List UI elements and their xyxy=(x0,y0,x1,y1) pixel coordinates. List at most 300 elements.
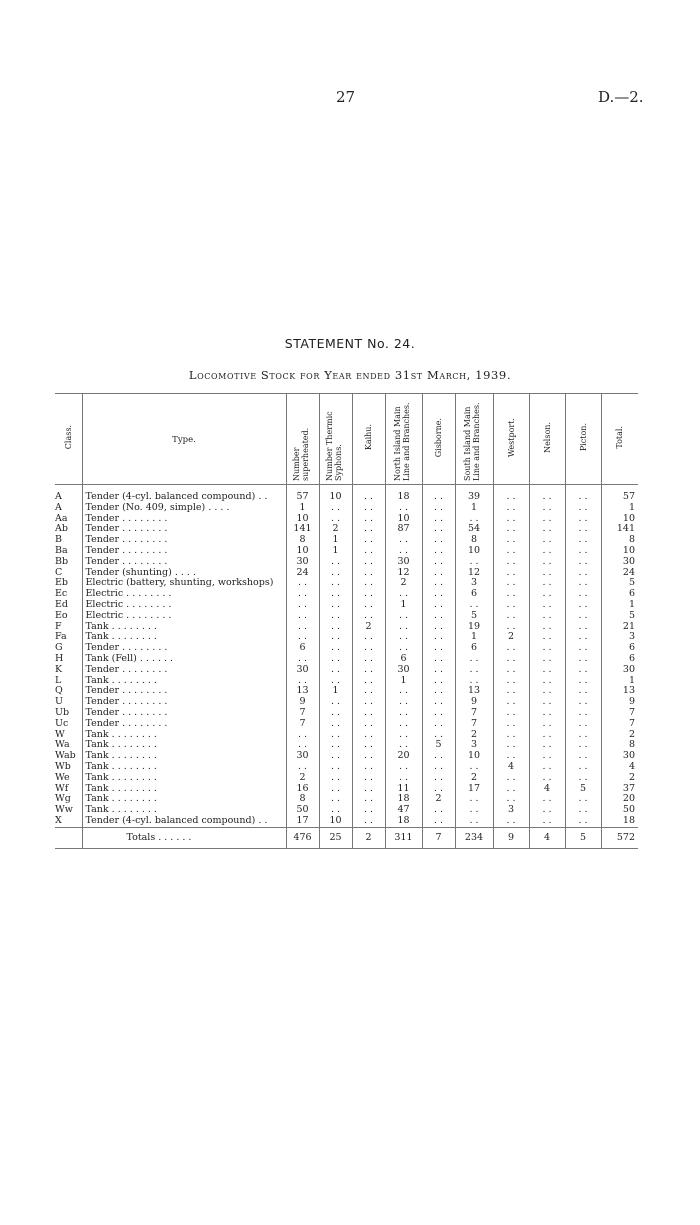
totals-westport: 9 xyxy=(493,827,529,848)
thermic-cell: . . xyxy=(319,751,352,762)
westport-cell: 4 xyxy=(493,762,529,773)
total-cell: 6 xyxy=(601,589,638,600)
north-island-cell: 12 xyxy=(385,568,422,579)
kaihu-cell: . . xyxy=(352,794,385,805)
kaihu-cell: . . xyxy=(352,600,385,611)
south-island-cell: . . xyxy=(455,805,493,816)
class-cell: Ww xyxy=(55,805,73,816)
table-row xyxy=(55,719,638,730)
table-row xyxy=(55,794,638,805)
table-row xyxy=(55,546,638,557)
north-island-cell: 18 xyxy=(385,485,422,503)
nelson-cell: . . xyxy=(529,568,565,579)
superheated-cell: . . xyxy=(286,654,319,665)
table-row xyxy=(55,697,638,708)
nelson-cell: . . xyxy=(529,665,565,676)
nelson-cell: . . xyxy=(529,730,565,741)
superheated-cell: . . xyxy=(286,730,319,741)
header-north-island: North Island Main Line and Branches. xyxy=(385,394,422,485)
type-cell: Tender (No. 409, simple) . . . . xyxy=(82,503,286,514)
table-row xyxy=(55,816,638,827)
south-island-cell: 39 xyxy=(455,485,493,503)
picton-cell: . . xyxy=(565,816,601,827)
nelson-cell: . . xyxy=(529,632,565,643)
westport-cell: . . xyxy=(493,503,529,514)
totals-superheated: 476 xyxy=(286,827,319,848)
type-cell: Tank (Fell) . . . . . . xyxy=(82,654,286,665)
westport-cell: . . xyxy=(493,546,529,557)
picton-cell: . . xyxy=(565,535,601,546)
kaihu-cell: 2 xyxy=(352,622,385,633)
north-island-cell: . . xyxy=(385,535,422,546)
type-cell: Tender . . . . . . . . xyxy=(82,546,286,557)
totals-nelson: 4 xyxy=(529,827,565,848)
type-cell: Tender . . . . . . . . xyxy=(82,514,286,525)
table-row xyxy=(55,611,638,622)
kaihu-cell: . . xyxy=(352,773,385,784)
picton-cell: . . xyxy=(565,708,601,719)
thermic-cell: . . xyxy=(319,740,352,751)
kaihu-cell: . . xyxy=(352,816,385,827)
kaihu-cell: . . xyxy=(352,686,385,697)
westport-cell: . . xyxy=(493,600,529,611)
nelson-cell: . . xyxy=(529,485,565,503)
nelson-cell: . . xyxy=(529,773,565,784)
total-cell: 1 xyxy=(601,600,638,611)
kaihu-cell: . . xyxy=(352,665,385,676)
westport-cell: . . xyxy=(493,719,529,730)
gisborne-cell: . . xyxy=(422,546,455,557)
gisborne-cell: . . xyxy=(422,686,455,697)
table-row xyxy=(55,524,638,535)
total-cell: 4 xyxy=(601,762,638,773)
type-cell: Tender . . . . . . . . xyxy=(82,708,286,719)
westport-cell: . . xyxy=(493,708,529,719)
header-class: Class. xyxy=(55,394,82,485)
superheated-cell: 10 xyxy=(286,514,319,525)
gisborne-cell: . . xyxy=(422,589,455,600)
westport-cell: . . xyxy=(493,686,529,697)
westport-cell: 2 xyxy=(493,632,529,643)
total-cell: 24 xyxy=(601,568,638,579)
table-row xyxy=(55,485,638,503)
picton-cell: . . xyxy=(565,654,601,665)
westport-cell: . . xyxy=(493,751,529,762)
south-island-cell: . . xyxy=(455,557,493,568)
class-cell: B xyxy=(55,535,62,546)
south-island-cell: . . xyxy=(455,816,493,827)
totals-total: 572 xyxy=(601,827,638,848)
superheated-cell: . . xyxy=(286,762,319,773)
south-island-cell: 1 xyxy=(455,503,493,514)
kaihu-cell: . . xyxy=(352,643,385,654)
south-island-cell: 10 xyxy=(455,751,493,762)
type-cell: Tank . . . . . . . . xyxy=(82,622,286,633)
class-cell: Wg xyxy=(55,794,71,805)
picton-cell: . . xyxy=(565,697,601,708)
north-island-cell: 47 xyxy=(385,805,422,816)
kaihu-cell: . . xyxy=(352,514,385,525)
table-row xyxy=(55,514,638,525)
table-row xyxy=(55,622,638,633)
class-cell: Ec xyxy=(55,589,68,600)
total-cell: 8 xyxy=(601,740,638,751)
gisborne-cell: . . xyxy=(422,773,455,784)
westport-cell: . . xyxy=(493,524,529,535)
north-island-cell: . . xyxy=(385,632,422,643)
gisborne-cell: . . xyxy=(422,535,455,546)
north-island-cell: . . xyxy=(385,589,422,600)
kaihu-cell: . . xyxy=(352,784,385,795)
table-row xyxy=(55,805,638,816)
nelson-cell: 4 xyxy=(529,784,565,795)
south-island-cell: 9 xyxy=(455,697,493,708)
total-cell: 7 xyxy=(601,708,638,719)
westport-cell: . . xyxy=(493,611,529,622)
gisborne-cell: . . xyxy=(422,524,455,535)
table-row xyxy=(55,557,638,568)
picton-cell: . . xyxy=(565,794,601,805)
type-cell: Tender . . . . . . . . xyxy=(82,524,286,535)
thermic-cell: . . xyxy=(319,503,352,514)
table-row xyxy=(55,751,638,762)
westport-cell: . . xyxy=(493,578,529,589)
table-row xyxy=(55,503,638,514)
table-row xyxy=(55,762,638,773)
kaihu-cell: . . xyxy=(352,589,385,600)
type-cell: Tank . . . . . . . . xyxy=(82,740,286,751)
picton-cell: . . xyxy=(565,751,601,762)
kaihu-cell: . . xyxy=(352,719,385,730)
nelson-cell: . . xyxy=(529,514,565,525)
class-cell: F xyxy=(55,621,62,632)
superheated-cell: 1 xyxy=(286,503,319,514)
totals-picton: 5 xyxy=(565,827,601,848)
kaihu-cell: . . xyxy=(352,751,385,762)
totals-row xyxy=(55,827,638,848)
nelson-cell: . . xyxy=(529,557,565,568)
table-row xyxy=(55,676,638,687)
kaihu-cell: . . xyxy=(352,568,385,579)
thermic-cell: . . xyxy=(319,794,352,805)
class-cell: Ed xyxy=(55,599,69,610)
westport-cell: . . xyxy=(493,784,529,795)
total-cell: 30 xyxy=(601,557,638,568)
nelson-cell: . . xyxy=(529,697,565,708)
kaihu-cell: . . xyxy=(352,524,385,535)
kaihu-cell: . . xyxy=(352,503,385,514)
nelson-cell: . . xyxy=(529,719,565,730)
type-cell: Tender (4-cyl. balanced compound) . . xyxy=(82,816,286,827)
class-cell: H xyxy=(55,653,64,664)
picton-cell: . . xyxy=(565,665,601,676)
table-row xyxy=(55,654,638,665)
thermic-cell: . . xyxy=(319,676,352,687)
gisborne-cell: . . xyxy=(422,568,455,579)
class-cell: U xyxy=(55,697,64,708)
thermic-cell: . . xyxy=(319,784,352,795)
north-island-cell: . . xyxy=(385,730,422,741)
total-cell: 30 xyxy=(601,751,638,762)
total-cell: 8 xyxy=(601,535,638,546)
type-cell: Tender . . . . . . . . xyxy=(82,665,286,676)
superheated-cell: . . xyxy=(286,611,319,622)
westport-cell: . . xyxy=(493,676,529,687)
total-cell: 2 xyxy=(601,773,638,784)
class-cell: C xyxy=(55,567,63,578)
picton-cell: 5 xyxy=(565,784,601,795)
header-thermic-syphons: Number Thermic Syphons. xyxy=(319,394,352,485)
superheated-cell: . . xyxy=(286,740,319,751)
gisborne-cell: . . xyxy=(422,514,455,525)
class-cell: We xyxy=(55,772,70,783)
thermic-cell: . . xyxy=(319,557,352,568)
kaihu-cell: . . xyxy=(352,740,385,751)
westport-cell: . . xyxy=(493,622,529,633)
type-cell: Tender . . . . . . . . xyxy=(82,643,286,654)
thermic-cell: . . xyxy=(319,665,352,676)
type-cell: Tank . . . . . . . . xyxy=(82,784,286,795)
north-island-cell: . . xyxy=(385,622,422,633)
type-cell: Electric . . . . . . . . xyxy=(82,611,286,622)
superheated-cell: . . xyxy=(286,578,319,589)
type-cell: Tender . . . . . . . . xyxy=(82,557,286,568)
nelson-cell: . . xyxy=(529,751,565,762)
picton-cell: . . xyxy=(565,676,601,687)
gisborne-cell: . . xyxy=(422,805,455,816)
type-cell: Tender . . . . . . . . xyxy=(82,719,286,730)
superheated-cell: . . xyxy=(286,622,319,633)
total-cell: 50 xyxy=(601,805,638,816)
westport-cell: . . xyxy=(493,816,529,827)
gisborne-cell: . . xyxy=(422,719,455,730)
table-row xyxy=(55,578,638,589)
total-cell: 5 xyxy=(601,611,638,622)
type-cell: Tender . . . . . . . . xyxy=(82,535,286,546)
nelson-cell: . . xyxy=(529,740,565,751)
thermic-cell: 1 xyxy=(319,546,352,557)
gisborne-cell: . . xyxy=(422,751,455,762)
south-island-cell: 3 xyxy=(455,740,493,751)
superheated-cell: 8 xyxy=(286,535,319,546)
superheated-cell: 24 xyxy=(286,568,319,579)
table-row xyxy=(55,568,638,579)
westport-cell: . . xyxy=(493,535,529,546)
superheated-cell: 9 xyxy=(286,697,319,708)
total-cell: 1 xyxy=(601,503,638,514)
class-cell: X xyxy=(55,815,62,826)
gisborne-cell: . . xyxy=(422,730,455,741)
header-kaihu: Kaihu. xyxy=(352,394,385,485)
north-island-cell: 11 xyxy=(385,784,422,795)
table-row xyxy=(55,730,638,741)
superheated-cell: 16 xyxy=(286,784,319,795)
gisborne-cell: 2 xyxy=(422,794,455,805)
picton-cell: . . xyxy=(565,805,601,816)
type-cell: Tank . . . . . . . . xyxy=(82,730,286,741)
header-type: Type. xyxy=(82,394,286,485)
thermic-cell: . . xyxy=(319,622,352,633)
type-cell: Tank . . . . . . . . xyxy=(82,751,286,762)
picton-cell: . . xyxy=(565,762,601,773)
table-row xyxy=(55,643,638,654)
totals-kaihu: 2 xyxy=(352,827,385,848)
gisborne-cell: . . xyxy=(422,762,455,773)
type-cell: Electric . . . . . . . . xyxy=(82,589,286,600)
picton-cell: . . xyxy=(565,524,601,535)
gisborne-cell: . . xyxy=(422,578,455,589)
westport-cell: . . xyxy=(493,730,529,741)
class-cell: Q xyxy=(55,686,63,697)
superheated-cell: 141 xyxy=(286,524,319,535)
gisborne-cell: . . xyxy=(422,697,455,708)
south-island-cell: 10 xyxy=(455,546,493,557)
thermic-cell: . . xyxy=(319,730,352,741)
total-cell: 30 xyxy=(601,665,638,676)
nelson-cell: . . xyxy=(529,622,565,633)
north-island-cell: 18 xyxy=(385,794,422,805)
statement-subtitle: Locomotive Stock for Year ended 31st March, 1939. xyxy=(188,368,512,382)
type-cell: Tender (shunting) . . . . xyxy=(82,568,286,579)
table-row xyxy=(55,665,638,676)
south-island-cell: 8 xyxy=(455,535,493,546)
picton-cell: . . xyxy=(565,600,601,611)
nelson-cell: . . xyxy=(529,600,565,611)
north-island-cell: . . xyxy=(385,773,422,784)
nelson-cell: . . xyxy=(529,611,565,622)
picton-cell: . . xyxy=(565,773,601,784)
north-island-cell: 1 xyxy=(385,676,422,687)
superheated-cell: 30 xyxy=(286,557,319,568)
superheated-cell: 7 xyxy=(286,708,319,719)
total-cell: 7 xyxy=(601,719,638,730)
thermic-cell: . . xyxy=(319,643,352,654)
nelson-cell: . . xyxy=(529,762,565,773)
north-island-cell: . . xyxy=(385,708,422,719)
total-cell: 21 xyxy=(601,622,638,633)
gisborne-cell: . . xyxy=(422,503,455,514)
superheated-cell: 7 xyxy=(286,719,319,730)
picton-cell: . . xyxy=(565,568,601,579)
kaihu-cell: . . xyxy=(352,535,385,546)
south-island-cell: 6 xyxy=(455,589,493,600)
south-island-cell: 1 xyxy=(455,632,493,643)
picton-cell: . . xyxy=(565,589,601,600)
type-cell: Tank . . . . . . . . xyxy=(82,762,286,773)
kaihu-cell: . . xyxy=(352,557,385,568)
header-westport: Westport. xyxy=(493,394,529,485)
north-island-cell: . . xyxy=(385,503,422,514)
type-cell: Tank . . . . . . . . xyxy=(82,676,286,687)
class-cell: Ub xyxy=(55,707,70,718)
total-cell: 10 xyxy=(601,546,638,557)
picton-cell: . . xyxy=(565,643,601,654)
nelson-cell: . . xyxy=(529,676,565,687)
south-island-cell: . . xyxy=(455,600,493,611)
header-south-island: South Island Main Line and Branches. xyxy=(455,394,493,485)
table-row xyxy=(55,773,638,784)
class-cell: W xyxy=(55,729,65,740)
nelson-cell: . . xyxy=(529,794,565,805)
header-total: Total. xyxy=(601,394,638,485)
superheated-cell: . . xyxy=(286,632,319,643)
westport-cell: . . xyxy=(493,697,529,708)
kaihu-cell: . . xyxy=(352,805,385,816)
superheated-cell: 30 xyxy=(286,665,319,676)
thermic-cell: . . xyxy=(319,708,352,719)
thermic-cell: 2 xyxy=(319,524,352,535)
class-cell: Eo xyxy=(55,610,68,621)
superheated-cell: . . xyxy=(286,600,319,611)
type-cell: Tender . . . . . . . . xyxy=(82,697,286,708)
table-row xyxy=(55,535,638,546)
gisborne-cell: . . xyxy=(422,557,455,568)
kaihu-cell: . . xyxy=(352,578,385,589)
header-superheated: Number superheated. xyxy=(286,394,319,485)
gisborne-cell: . . xyxy=(422,622,455,633)
table-row xyxy=(55,740,638,751)
gisborne-cell: . . xyxy=(422,632,455,643)
kaihu-cell: . . xyxy=(352,697,385,708)
totals-class-cell xyxy=(55,827,82,848)
superheated-cell: 6 xyxy=(286,643,319,654)
page-reference: D.—2. xyxy=(598,88,644,106)
superheated-cell: 8 xyxy=(286,794,319,805)
thermic-cell: 10 xyxy=(319,485,352,503)
table-row xyxy=(55,686,638,697)
totals-label: Totals . . . . . . xyxy=(82,827,286,848)
kaihu-cell: . . xyxy=(352,708,385,719)
north-island-cell: 20 xyxy=(385,751,422,762)
picton-cell: . . xyxy=(565,719,601,730)
thermic-cell: . . xyxy=(319,632,352,643)
superheated-cell: . . xyxy=(286,589,319,600)
north-island-cell: . . xyxy=(385,546,422,557)
type-cell: Tender (4-cyl. balanced compound) . . xyxy=(82,485,286,503)
total-cell: 20 xyxy=(601,794,638,805)
gisborne-cell: . . xyxy=(422,654,455,665)
westport-cell: . . xyxy=(493,740,529,751)
kaihu-cell: . . xyxy=(352,485,385,503)
south-island-cell: . . xyxy=(455,794,493,805)
north-island-cell: . . xyxy=(385,740,422,751)
picton-cell: . . xyxy=(565,546,601,557)
type-cell: Tender . . . . . . . . xyxy=(82,686,286,697)
total-cell: 13 xyxy=(601,686,638,697)
north-island-cell: 10 xyxy=(385,514,422,525)
thermic-cell: . . xyxy=(319,600,352,611)
north-island-cell: . . xyxy=(385,643,422,654)
page-number: 27 xyxy=(336,88,356,106)
class-cell: Wab xyxy=(55,751,76,762)
total-cell: 2 xyxy=(601,730,638,741)
thermic-cell: . . xyxy=(319,762,352,773)
superheated-cell: 17 xyxy=(286,816,319,827)
westport-cell: . . xyxy=(493,665,529,676)
south-island-cell: . . xyxy=(455,514,493,525)
south-island-cell: 3 xyxy=(455,578,493,589)
kaihu-cell: . . xyxy=(352,730,385,741)
thermic-cell: . . xyxy=(319,773,352,784)
nelson-cell: . . xyxy=(529,578,565,589)
superheated-cell: 2 xyxy=(286,773,319,784)
statement-title: STATEMENT No. 24. xyxy=(284,336,416,351)
header-gisborne: Gisborne. xyxy=(422,394,455,485)
class-cell: G xyxy=(55,643,63,654)
picton-cell: . . xyxy=(565,632,601,643)
type-cell: Tank . . . . . . . . xyxy=(82,794,286,805)
class-cell: Aa xyxy=(55,513,68,524)
